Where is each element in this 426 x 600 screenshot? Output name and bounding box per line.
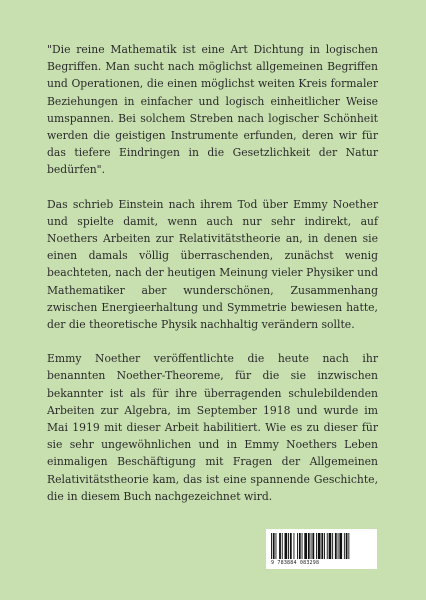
barcode-bar: [294, 533, 295, 559]
barcode-bar: [302, 533, 303, 559]
isbn-barcode: [266, 529, 377, 569]
barcode-bar: [276, 533, 277, 559]
barcode-bar: [311, 533, 312, 559]
barcode-bar: [335, 533, 337, 559]
barcode-bar: [304, 533, 307, 559]
barcode-bar: [285, 533, 288, 559]
barcode-bars: [271, 533, 372, 559]
barcode-bar: [348, 533, 349, 559]
barcode-bar: [273, 533, 275, 559]
barcode-bar: [282, 533, 283, 559]
isbn-digits: 9 783884 083298: [271, 560, 320, 566]
barcode-bar: [288, 533, 289, 559]
barcode-bar: [344, 533, 345, 559]
barcode-bar: [316, 533, 317, 559]
barcode-bar: [318, 533, 321, 559]
barcode-bar: [290, 533, 292, 559]
barcode-bar: [327, 533, 328, 559]
barcode-bar: [271, 533, 272, 559]
barcode-bar: [324, 533, 325, 559]
barcode-bar: [339, 533, 342, 559]
noether-theorem-paragraph: Emmy Noether veröffentlichte die heute nach ihr benannten Noether-Theoreme, für die sie inzwischen bekannter ist als für ihre überragenden schulebildenden Arbeiten zur Algebra, im September 1918 und wurde im Mai 1919 mit dieser Arbeit habilitiert. Wie es zu dieser für sie sehr ungewöhnlichen und in Emmy Noethers Leben einmaligen Beschäftigung mit Fragen der Allgemeinen Relativitätstheorie kam, das ist eine spannende Geschichte, die in diesem Buch nachgezeichnet wird.: [47, 352, 378, 503]
barcode-bar: [299, 533, 301, 559]
einstein-quote-paragraph: "Die reine Mathematik ist eine Art Dichtung in logischen Begriffen. Man sucht nach möglichst allgemeinen Begriffen und Operationen, die einen möglichst weiten Kreis formaler Beziehungen in einfacher und logisch einheitlicher Weise umspannen. Bei solchem Streben nach logischer Schönheit werden die geistigen Instrumente erfunden, deren wir für das tiefere Eindringen in die Gesetzlichkeit der Natur bedürfen".: [47, 43, 378, 177]
barcode-bar: [297, 533, 298, 559]
barcode-bar: [308, 533, 310, 559]
barcode-bar: [321, 533, 323, 559]
einstein-context-paragraph: Das schrieb Einstein nach ihrem Tod über Emmy Noether und spielte damit, wenn auch nur sehr indirekt, auf Noethers Arbeiten zur Relativitätstheorie an, in denen sie einen damals völlig überraschenden, zunächst wenig beachteten, nach der heutigen Meinung vieler Physiker und Mathematiker aber wunderschönen, Zusammenhang zwischen Energieerhaltung und Symmetrie bewiesen hatte, der die theoretische Physik nachhaltig verändern sollte.: [47, 197, 378, 332]
back-cover-text: [47, 41, 378, 505]
barcode-bar: [338, 533, 339, 559]
barcode-bar: [279, 533, 281, 559]
barcode-bar: [312, 533, 314, 559]
barcode-bar: [346, 533, 348, 559]
barcode-bar: [329, 533, 332, 559]
barcode-bar: [332, 533, 333, 559]
